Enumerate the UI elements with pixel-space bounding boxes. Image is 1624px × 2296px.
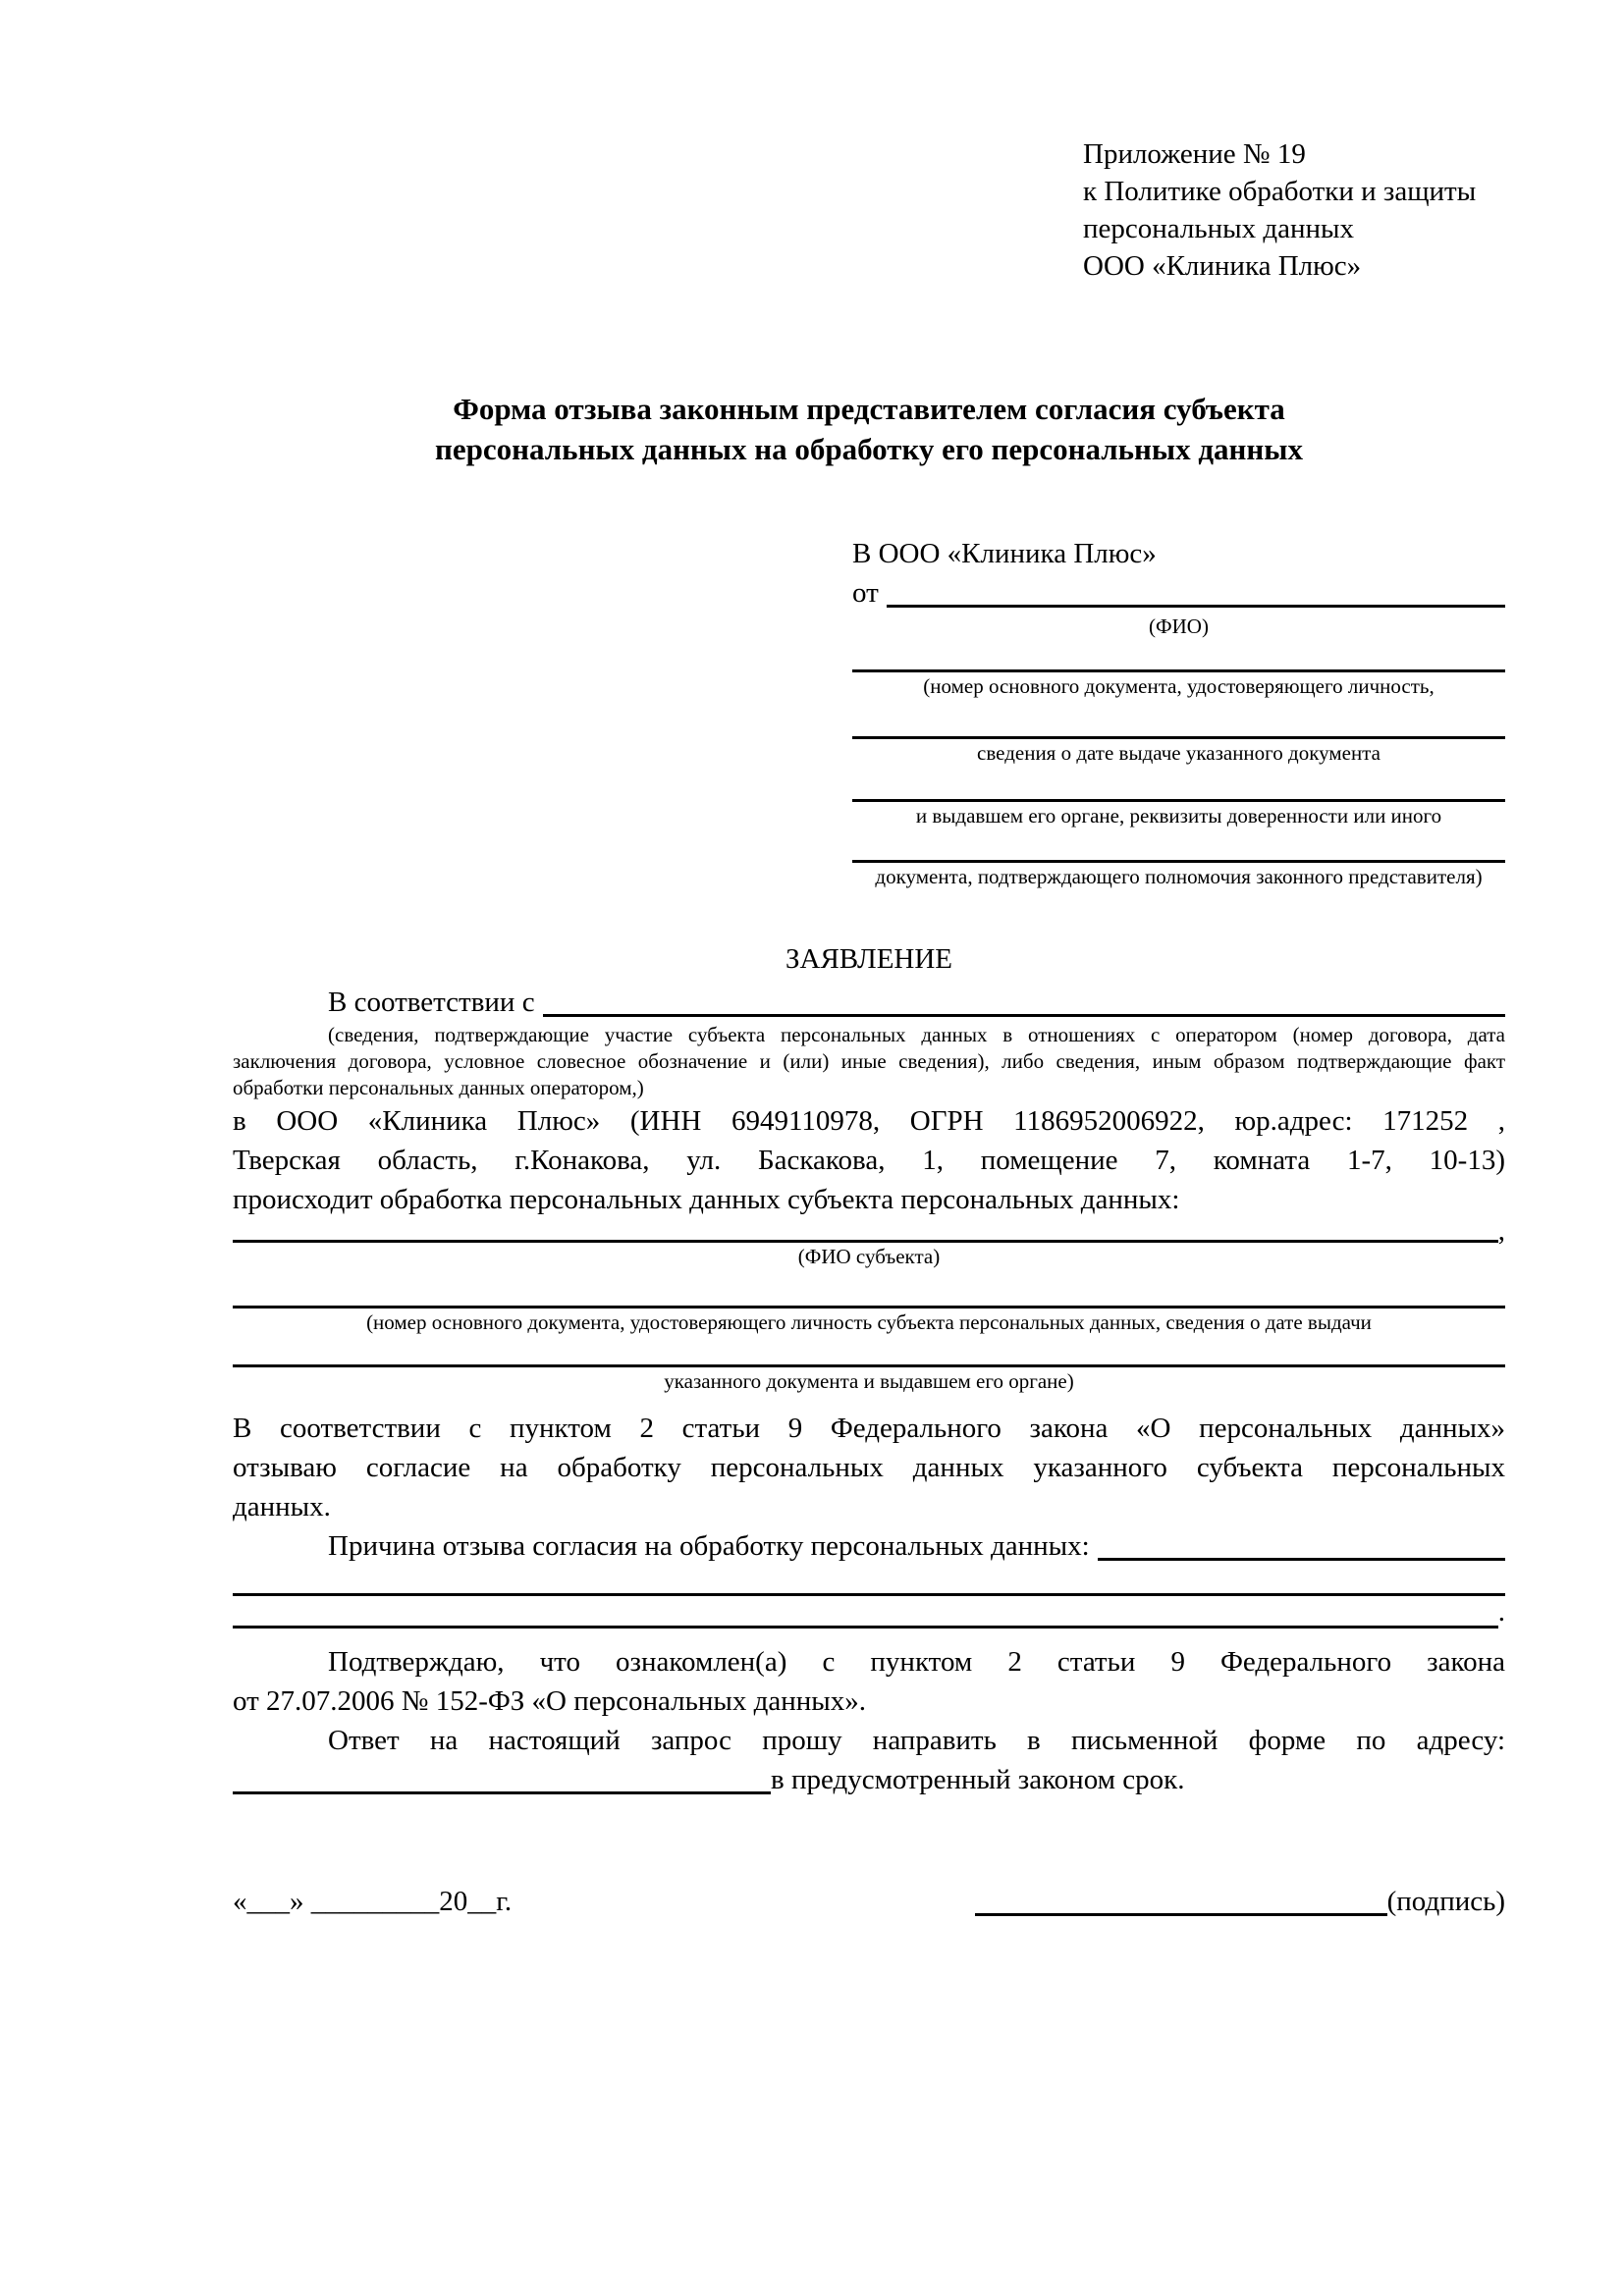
appendix-header bbox=[1083, 135, 1505, 285]
fio-blank-line bbox=[887, 573, 1505, 608]
subject-name-row bbox=[233, 1215, 1505, 1247]
issuing-authority-caption: и выдавшем его органе, реквизиты доверенности или иного bbox=[915, 804, 1442, 828]
explanatory-note-line: (сведения, подтверждающие участие субъекта персональных данных в отношениях с оператором (номер договора, дата bbox=[328, 1023, 1505, 1046]
explanatory-note-line: обработки персональных данных оператором,) bbox=[233, 1076, 644, 1099]
form-title-line: персональных данных на обработку его персональных данных bbox=[435, 432, 1303, 466]
subject-name-caption: (ФИО субъекта) bbox=[797, 1245, 941, 1268]
basis-row bbox=[233, 983, 1505, 1022]
acknowledge-paragraph-line: Подтверждаю, что ознакомлен(а) с пунктом 2 статьи 9 Федерального закона bbox=[328, 1646, 1505, 1678]
basis-label: В соответствии с bbox=[328, 987, 535, 1018]
from-label: от bbox=[852, 577, 879, 609]
acknowledge-paragraph bbox=[233, 1642, 1505, 1721]
appendix-header-line: ООО «Клиника Плюс» bbox=[1083, 250, 1362, 282]
response-suffix: в предусмотренный законом срок. bbox=[771, 1764, 1185, 1795]
document-number-caption: (номер основного документа, удостоверяющего личность, bbox=[923, 674, 1435, 698]
appendix-header-line: Приложение № 19 bbox=[1083, 138, 1306, 170]
appendix-header-line: к Политике обработки и защиты bbox=[1083, 176, 1477, 207]
operator-paragraph-line: Тверская область, г.Конакова, ул. Баскакова, 1, помещение 7, комната 1-7, 10-13) bbox=[233, 1145, 1505, 1176]
signature-footer bbox=[233, 1882, 1505, 1921]
acknowledge-paragraph-line: от 27.07.2006 № 152-ФЗ «О персональных данных». bbox=[233, 1685, 867, 1717]
subject-name-comma: , bbox=[1497, 1215, 1505, 1247]
explanatory-note-line: заключения договора, условное словесное обозначение и (или) иные сведения), либо сведения, иным образом подтверждающие факт bbox=[233, 1049, 1505, 1073]
withdrawal-paragraph-line: данных. bbox=[233, 1491, 331, 1522]
reason-period: . bbox=[1497, 1596, 1505, 1628]
response-address-row bbox=[233, 1760, 1505, 1799]
withdrawal-paragraph bbox=[233, 1409, 1505, 1526]
withdrawal-paragraph-line: отзываю согласие на обработку персональных данных указанного субъекта персональных bbox=[233, 1452, 1505, 1483]
date-line: «___» _________20__г. bbox=[233, 1886, 513, 1917]
addressee-line: В ООО «Клиника Плюс» bbox=[852, 538, 1157, 569]
reason-blank-line-2 bbox=[233, 1626, 1498, 1629]
reason-label: Причина отзыва согласия на обработку персональных данных: bbox=[328, 1530, 1090, 1562]
signature-caption: (подпись) bbox=[1386, 1886, 1505, 1917]
response-paragraph-line: Ответ на настоящий запрос прошу направить в письменной форме по адресу: bbox=[328, 1725, 1505, 1756]
authority-document-caption: документа, подтверждающего полномочия законного представителя) bbox=[875, 865, 1483, 888]
reason-blank-line-full bbox=[233, 1566, 1505, 1596]
subject-document-caption: (номер основного документа, удостоверяющего личность субъекта персональных данных, сведения о дате выдачи bbox=[366, 1310, 1372, 1334]
operator-paragraph-line: происходит обработка персональных данных субъекта персональных данных: bbox=[233, 1184, 1180, 1215]
withdrawal-paragraph-line: В соответствии с пунктом 2 статьи 9 Федерального закона «О персональных данных» bbox=[233, 1413, 1505, 1444]
form-title-line: Форма отзыва законным представителем согласия субъекта bbox=[453, 392, 1285, 426]
addressee-block bbox=[852, 534, 1505, 890]
fio-caption: (ФИО) bbox=[1149, 614, 1209, 638]
reason-row bbox=[233, 1526, 1505, 1566]
issue-date-caption: сведения о дате выдаче указанного документа bbox=[977, 741, 1380, 765]
basis-blank-line bbox=[543, 983, 1505, 1017]
subject-document-blank-line bbox=[233, 1270, 1505, 1308]
statement-heading: ЗАЯВЛЕНИЕ bbox=[785, 943, 953, 975]
operator-paragraph bbox=[233, 1101, 1505, 1219]
explanatory-note bbox=[233, 1022, 1505, 1101]
form-title bbox=[233, 389, 1505, 469]
subject-document-blank-line-2 bbox=[233, 1336, 1505, 1367]
footer-spacer bbox=[512, 1882, 974, 1921]
response-address-blank-line bbox=[233, 1760, 771, 1794]
from-row bbox=[852, 573, 1505, 613]
document-number-blank-line bbox=[852, 640, 1505, 672]
reason-blank-line bbox=[1098, 1526, 1505, 1561]
appendix-header-line: персональных данных bbox=[1083, 213, 1355, 244]
authority-document-blank-line bbox=[852, 829, 1505, 863]
issuing-authority-blank-line bbox=[852, 767, 1505, 802]
reason-blank-period-row bbox=[233, 1596, 1505, 1629]
subject-document-caption-2: указанного документа и выдавшем его органе) bbox=[664, 1369, 1074, 1393]
signature-blank-line bbox=[975, 1882, 1387, 1916]
operator-paragraph-line: в ООО «Клиника Плюс» (ИНН 6949110978, ОГРН 1186952006922, юр.адрес: 171252 , bbox=[233, 1105, 1505, 1137]
issue-date-blank-line bbox=[852, 700, 1505, 739]
